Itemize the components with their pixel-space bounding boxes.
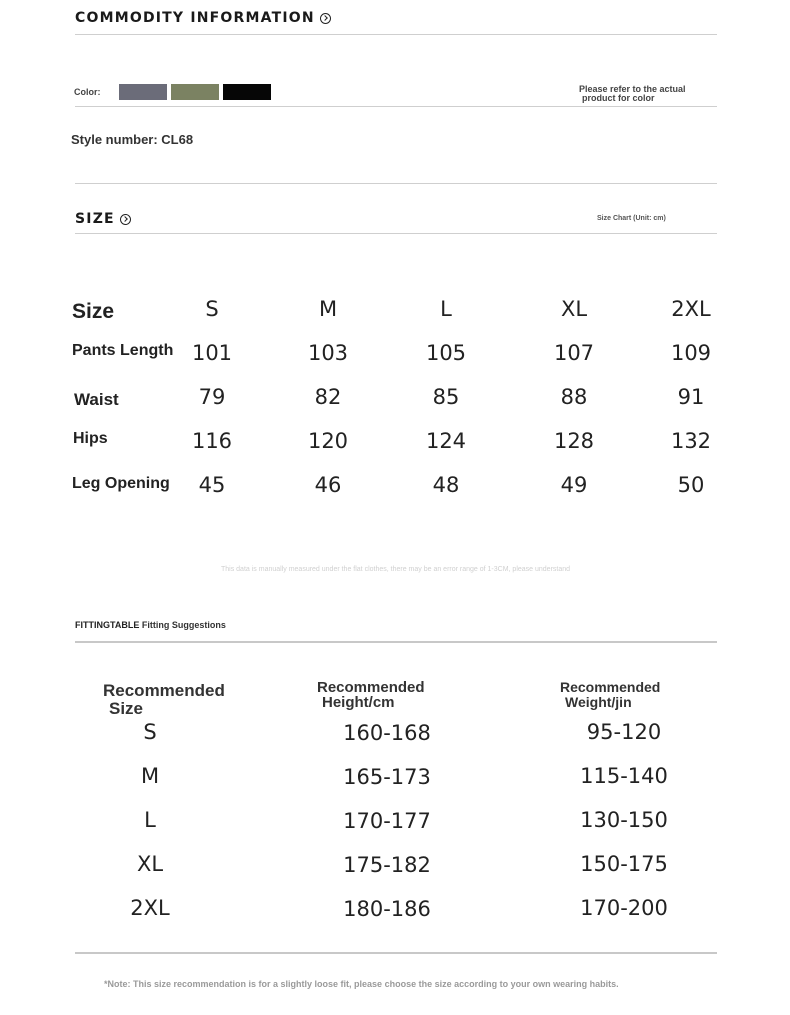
size-col-l: L bbox=[440, 297, 452, 321]
color-swatch-gray[interactable] bbox=[119, 84, 167, 100]
table-cell: 132 bbox=[670, 429, 712, 453]
size-col-xl: XL bbox=[560, 297, 588, 321]
size-title-text: SIZE bbox=[75, 211, 115, 227]
header-col1-line2: Size bbox=[109, 699, 144, 718]
divider bbox=[75, 183, 717, 184]
table-cell: 91 bbox=[677, 385, 705, 409]
row-label-waist: Waist bbox=[74, 390, 119, 409]
fit-height: 180-186 bbox=[343, 897, 431, 921]
header-recommended-weight bbox=[560, 680, 660, 710]
table-cell: 85 bbox=[432, 385, 460, 409]
table-cell: 82 bbox=[314, 385, 342, 409]
fitting-title bbox=[75, 620, 226, 630]
table-cell: 103 bbox=[307, 341, 349, 365]
table-cell: 128 bbox=[553, 429, 595, 453]
row-label-pants-length: Pants Length bbox=[72, 342, 174, 359]
fit-weight: 170-200 bbox=[580, 896, 668, 920]
style-number: Style number: CL68 bbox=[71, 132, 194, 147]
table-cell: 45 bbox=[198, 473, 226, 497]
table-cell: 101 bbox=[191, 341, 233, 365]
header-col3-line1: Recommended bbox=[560, 679, 661, 695]
divider bbox=[75, 641, 717, 643]
fit-height: 175-182 bbox=[343, 853, 431, 877]
table-cell: 124 bbox=[425, 429, 467, 453]
color-note-line2: product for color bbox=[582, 93, 655, 103]
header-recommended-size bbox=[103, 682, 225, 718]
fitting-title-bold: FITTINGTABLE bbox=[75, 620, 140, 630]
color-label: Color: bbox=[74, 87, 101, 97]
row-label-leg-opening: Leg Opening bbox=[72, 475, 170, 492]
header-col3-line2: Weight/jin bbox=[565, 694, 632, 710]
size-section-title bbox=[75, 211, 131, 227]
size-col-2xl: 2XL bbox=[671, 297, 711, 321]
size-col-m: M bbox=[318, 297, 338, 321]
fit-size: 2XL bbox=[130, 896, 170, 920]
table-cell: 109 bbox=[670, 341, 712, 365]
table-cell: 107 bbox=[553, 341, 595, 365]
table-cell: 120 bbox=[307, 429, 349, 453]
table-cell: 88 bbox=[560, 385, 588, 409]
measurement-disclaimer: This data is manually measured under the flat clothes, there may be an error range of 1-3CM, please understand bbox=[221, 566, 571, 573]
table-cell: 79 bbox=[198, 385, 226, 409]
table-cell: 50 bbox=[677, 473, 705, 497]
fit-height: 165-173 bbox=[343, 765, 431, 789]
chevron-right-circle-icon bbox=[120, 214, 131, 225]
color-note-line1: Please refer to the actual bbox=[579, 84, 686, 94]
header-recommended-height bbox=[317, 680, 425, 710]
commodity-title-text: COMMODITY INFORMATION bbox=[75, 10, 315, 26]
color-swatch-olive[interactable] bbox=[171, 84, 219, 100]
color-swatch-black[interactable] bbox=[223, 84, 271, 100]
table-cell: 49 bbox=[560, 473, 588, 497]
fitting-title-rest: Fitting Suggestions bbox=[139, 620, 226, 630]
fit-size: S bbox=[143, 720, 157, 744]
size-header-label: Size bbox=[72, 300, 115, 323]
fit-height: 170-177 bbox=[343, 809, 431, 833]
header-col2-line1: Recommended bbox=[317, 679, 425, 696]
header-col2-line2: Height/cm bbox=[322, 694, 395, 711]
table-cell: 116 bbox=[191, 429, 233, 453]
divider bbox=[75, 106, 717, 107]
commodity-section-title bbox=[75, 10, 331, 26]
chevron-right-circle-icon bbox=[320, 13, 331, 24]
size-col-s: S bbox=[205, 297, 219, 321]
size-chart-note: Size Chart (Unit: cm) bbox=[597, 215, 666, 222]
table-cell: 105 bbox=[425, 341, 467, 365]
divider bbox=[75, 952, 717, 954]
color-note bbox=[579, 85, 686, 103]
fit-note: *Note: This size recommendation is for a slightly loose fit, please choose the size according to your own wearing habits. bbox=[104, 979, 619, 989]
fit-weight: 115-140 bbox=[580, 764, 668, 788]
fit-size: L bbox=[144, 808, 156, 832]
header-col1-line1: Recommended bbox=[103, 681, 225, 700]
fit-weight: 130-150 bbox=[580, 808, 668, 832]
row-label-hips: Hips bbox=[73, 430, 108, 447]
fit-weight: 95-120 bbox=[586, 720, 662, 744]
fit-height: 160-168 bbox=[343, 721, 431, 745]
fit-size: M bbox=[140, 764, 160, 788]
fit-size: XL bbox=[136, 852, 164, 876]
fit-weight: 150-175 bbox=[580, 852, 668, 876]
divider bbox=[75, 34, 717, 35]
table-cell: 46 bbox=[314, 473, 342, 497]
table-cell: 48 bbox=[432, 473, 460, 497]
divider bbox=[75, 233, 717, 234]
